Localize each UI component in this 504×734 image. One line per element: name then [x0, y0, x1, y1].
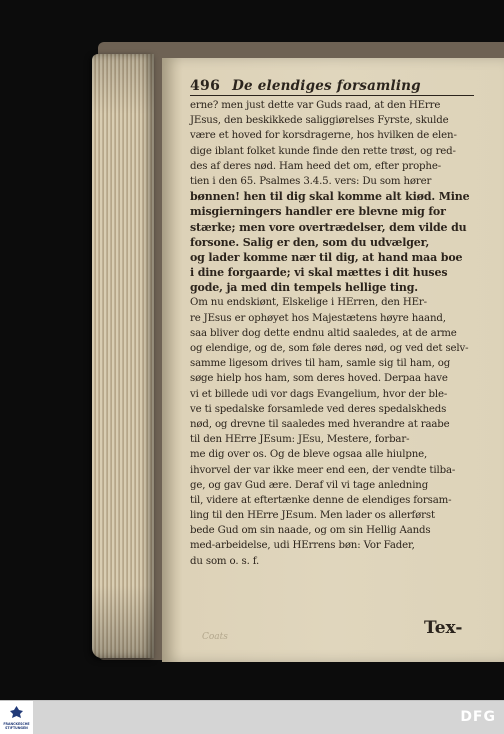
text-line: saa bliver dog dette endnu altid saaledes, at de arme [190, 327, 457, 339]
running-head: De elendiges forsamling [232, 78, 421, 94]
text-line: ling til den HErre JEsum. Men lader os allerførst [190, 510, 435, 522]
text-line: vi et billede udi vor dags Evangelium, hvor der ble- [190, 388, 448, 400]
text-line: misgierningers handler ere blevne mig for [190, 205, 446, 219]
text-line: søge hielp hos ham, som deres hoved. Derpaa have [190, 373, 448, 385]
text-line: i dine forgaarde; vi skal mættes i dit huses [190, 266, 448, 280]
text-line: ve ti spedalske forsamlede ved deres spedalskheds [190, 403, 447, 415]
text-line: bønnen! hen til dig skal komme alt kiød. Mine [190, 190, 470, 204]
text-line: bede Gud om sin naade, og om sin Hellig Aands [190, 525, 431, 537]
page-edges [92, 54, 154, 658]
text-line: des af deres nød. Ham heed det om, efter prophe- [190, 160, 442, 172]
text-line: med-arbeidelse, udi HErrens bøn: Vor Fader, [190, 540, 415, 552]
text-line: du som o. s. f. [190, 555, 260, 567]
catchword: Tex- [424, 618, 463, 638]
page-number: 496 [190, 78, 221, 94]
text-line: være et hoved for korsdragerne, hos hvilken de elen- [190, 130, 457, 142]
text-line: samme ligesom drives til ham, samle sig til ham, og [190, 358, 451, 370]
viewer-footer [0, 700, 504, 734]
franckesche-logo[interactable] [0, 701, 33, 734]
page-content [190, 78, 474, 569]
book-page [162, 58, 504, 662]
text-line: JEsus, den beskikkede saliggiørelses Fyrste, skulde [190, 115, 449, 127]
text-line: re JEsus er ophøyet hos Majestætens høyre haand, [190, 312, 446, 324]
text-line: og elendige, og de, som føle deres nød, og ved det selv- [190, 343, 469, 354]
text-line: og lader komme nær til dig, at hand maa boe [190, 250, 463, 264]
dfg-logo[interactable]: DFG [460, 709, 496, 725]
seal-icon [8, 705, 25, 719]
logo-text: FRANCKESCHE STIFTUNGEN [3, 722, 30, 730]
text-line: til, videre at eftertænke denne de elendiges forsam- [190, 494, 452, 506]
text-line: tien i den 65. Psalmes 3.4.5. vers: Du som hører [190, 175, 432, 187]
text-line: Om nu endskiønt, Elskelige i HErren, den HEr- [190, 297, 427, 309]
text-line: erne? men just dette var Guds raad, at den HErre [190, 100, 441, 111]
book [88, 42, 504, 662]
text-line: ihvorvel der var ikke meer end een, der vendte tilba- [190, 464, 456, 476]
text-line: dige iblant folket kunde finde den rette trøst, og red- [190, 145, 456, 157]
text-line: stærke; men vore overtrædelser, dem vilde du [190, 220, 467, 234]
text-line: nød, og drevne til saaledes med hverandre at raabe [190, 418, 450, 430]
text-line: forsone. Salig er den, som du udvælger, [190, 235, 430, 249]
text-line: gode, ja med din tempels hellige ting. [190, 281, 418, 295]
text-line: til den HErre JEsum: JEsu, Mestere, forbar- [190, 434, 410, 446]
text-line: ge, og gav Gud ære. Deraf vil vi tage anledning [190, 479, 429, 491]
text-line: me dig over os. Og de bleve ogsaa alle hiulpne, [190, 449, 428, 461]
page-header [190, 78, 474, 96]
faint-mark: Coats [202, 632, 228, 642]
body-text [190, 98, 474, 569]
